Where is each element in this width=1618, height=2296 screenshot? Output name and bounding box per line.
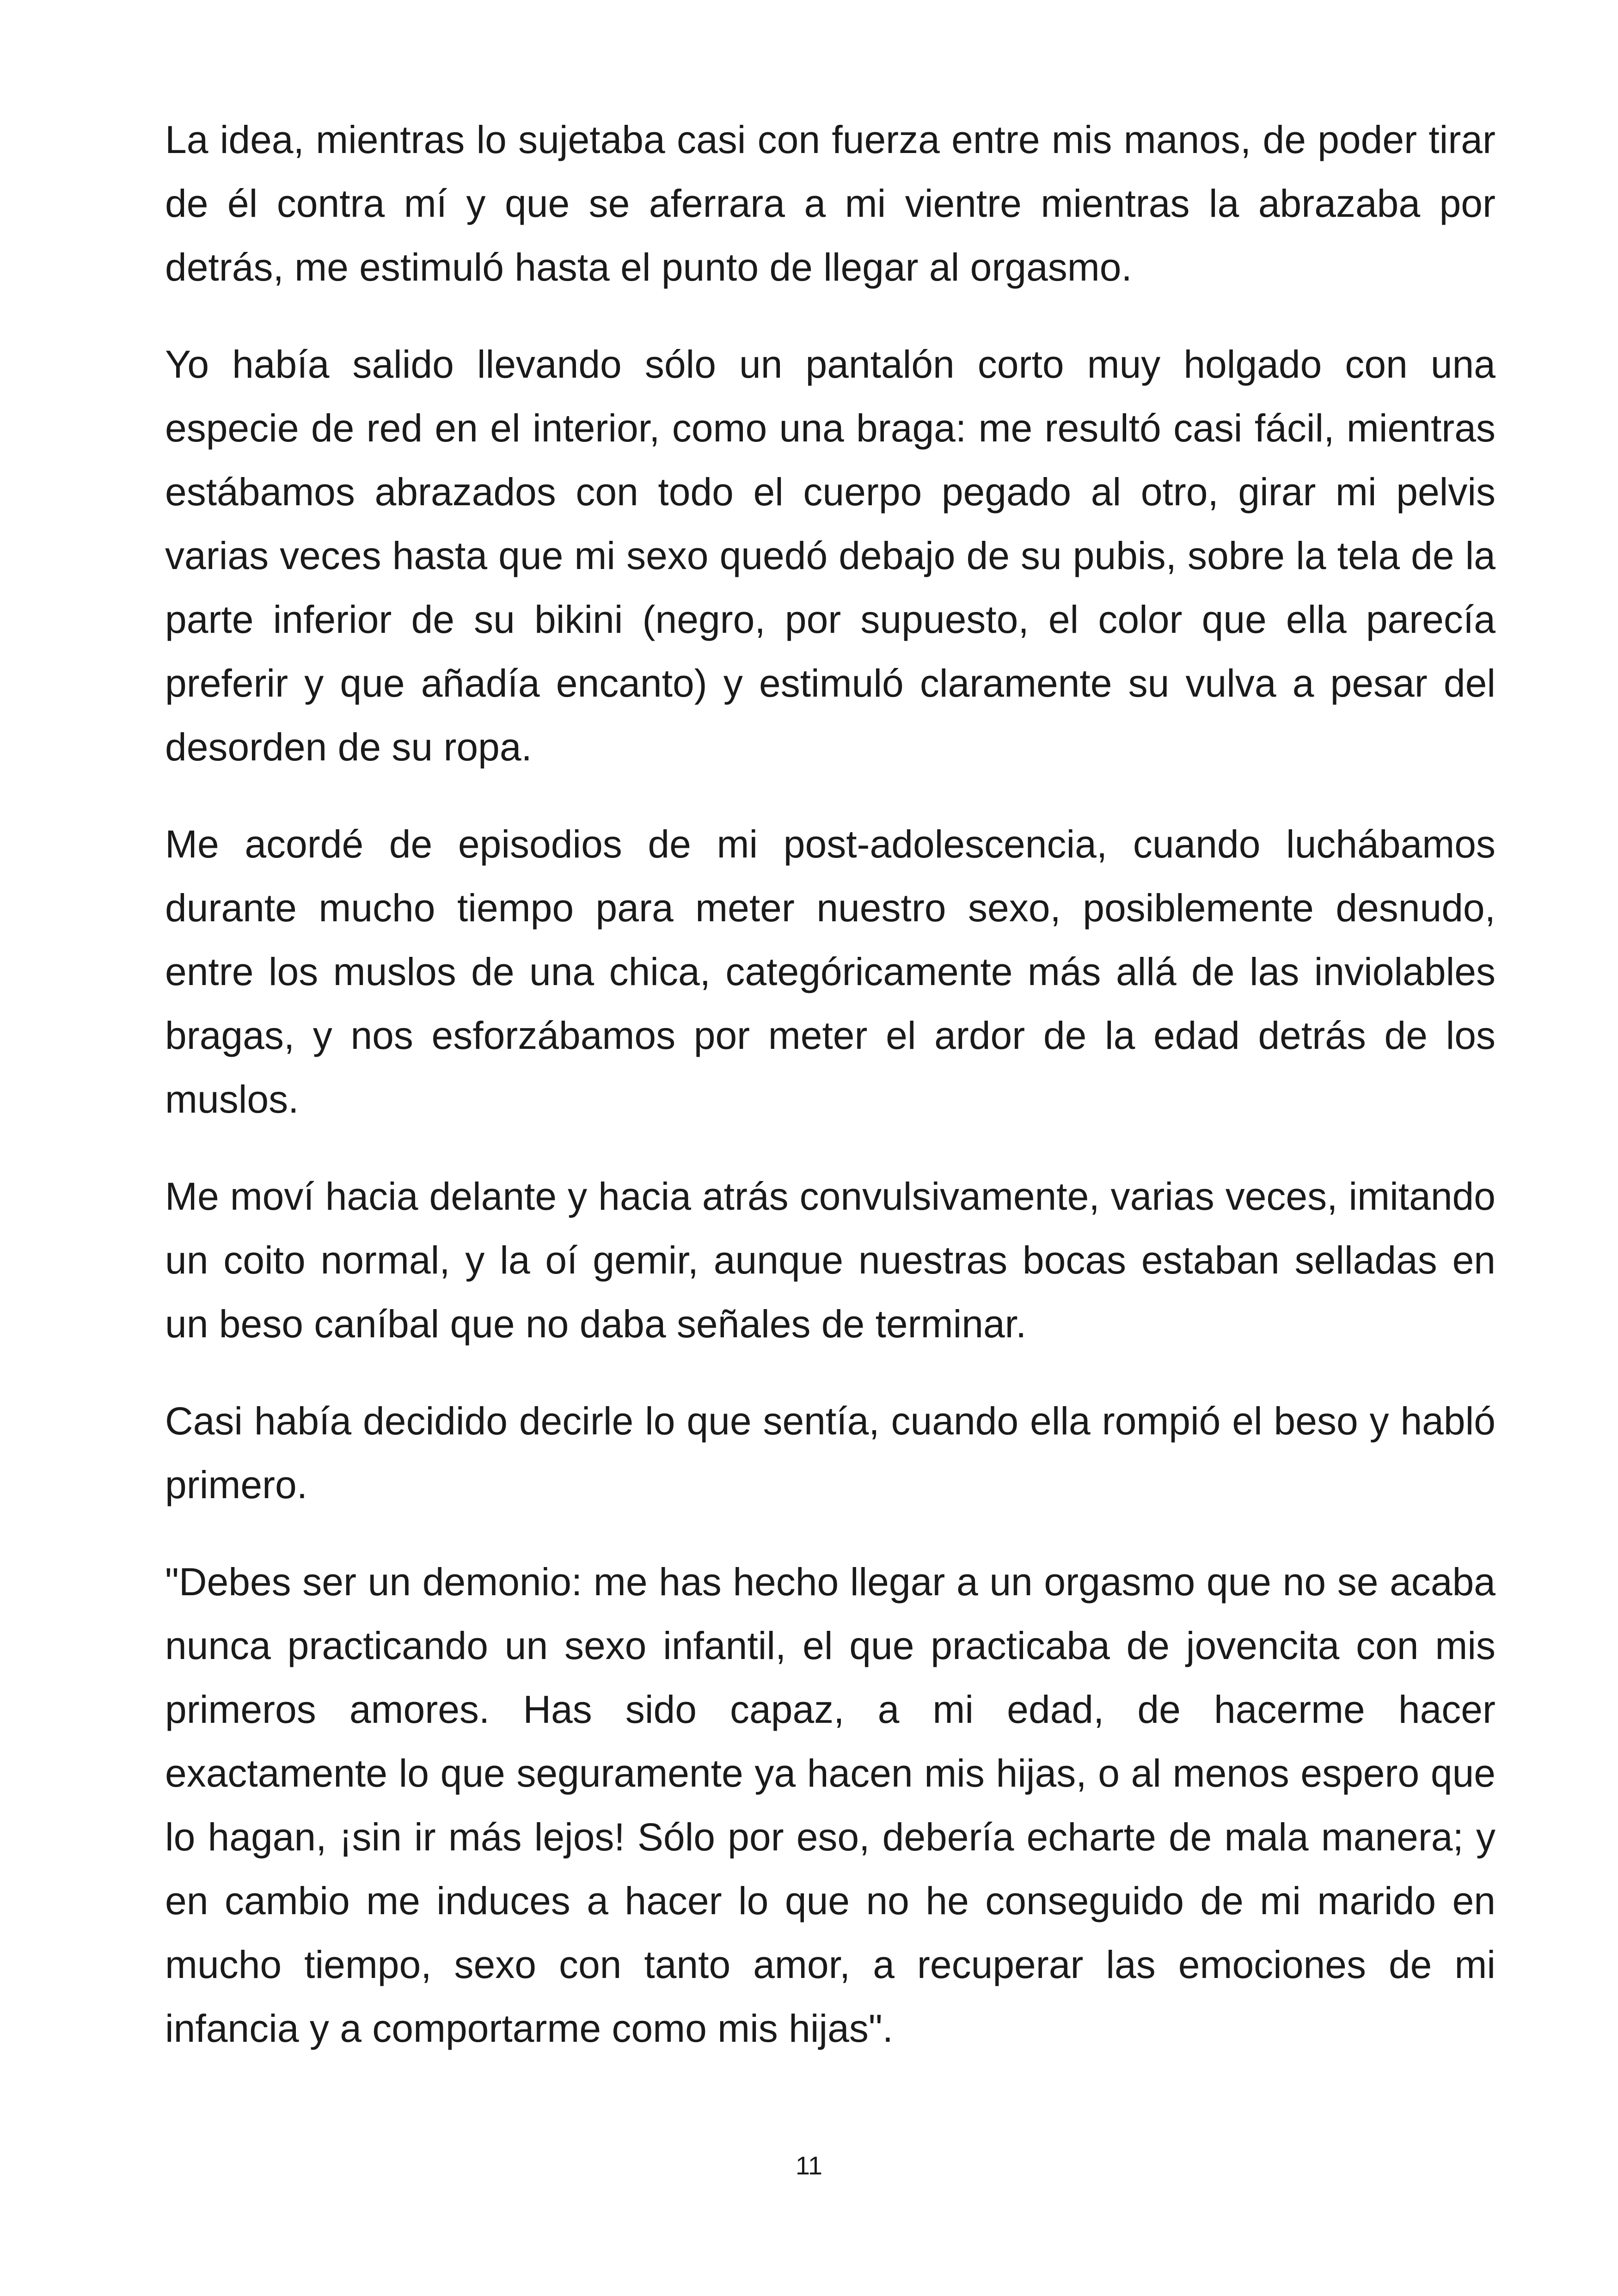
paragraph-2: Yo había salido llevando sólo un pantalón corto muy holgado con una especie de red en el interior, como una braga: me resultó casi fácil, mientras estábamos abrazados con todo el cuerpo pegado al otro, girar mi pelvis varias veces hasta que mi sexo quedó debajo de su pubis, sobre la tela de la parte inferior de su bikini (negro, por supuesto, el color que ella parecía preferir y que añadía encanto) y estimuló claramente su vulva a pesar del desorden de su ropa. [165, 343, 1495, 769]
paragraph-4: Me moví hacia delante y hacia atrás convulsivamente, varias veces, imitando un coito normal, y la oí gemir, aunque nuestras bocas estaban selladas en un beso caníbal que no daba señales de terminar. [165, 1175, 1495, 1346]
paragraph-1: La idea, mientras lo sujetaba casi con fuerza entre mis manos, de poder tirar de él contra mí y que se aferrara a mi vientre mientras la abrazaba por detrás, me estimuló hasta el punto de llegar al orgasmo. [165, 118, 1495, 289]
paragraph-6: "Debes ser un demonio: me has hecho llegar a un orgasmo que no se acaba nunca practicando un sexo infantil, el que practicaba de jovencita con mis primeros amores. Has sido capaz, a mi edad, de hacerme hacer exactamente lo que seguramente ya hacen mis hijas, o al menos espero que lo hagan, ¡sin ir más lejos! Sólo por eso, debería echarte de mala manera; y en cambio me induces a hacer lo que no he conseguido de mi marido en mucho tiempo, sexo con tanto amor, a recuperar las emociones de mi infancia y a comportarme como mis hijas". [165, 1560, 1495, 2050]
page-number: 11 [795, 2151, 823, 2180]
paragraph-3: Me acordé de episodios de mi post-adolescencia, cuando luchábamos durante mucho tiempo para meter nuestro sexo, posiblemente desnudo, entre los muslos de una chica, categóricamente más allá de las inviolables bragas, y nos esforzábamos por meter el ardor de la edad detrás de los muslos. [165, 822, 1495, 1121]
body-text [165, 108, 1495, 2094]
paragraph-5: Casi había decidido decirle lo que sentía, cuando ella rompió el beso y habló primero. [165, 1399, 1495, 1506]
